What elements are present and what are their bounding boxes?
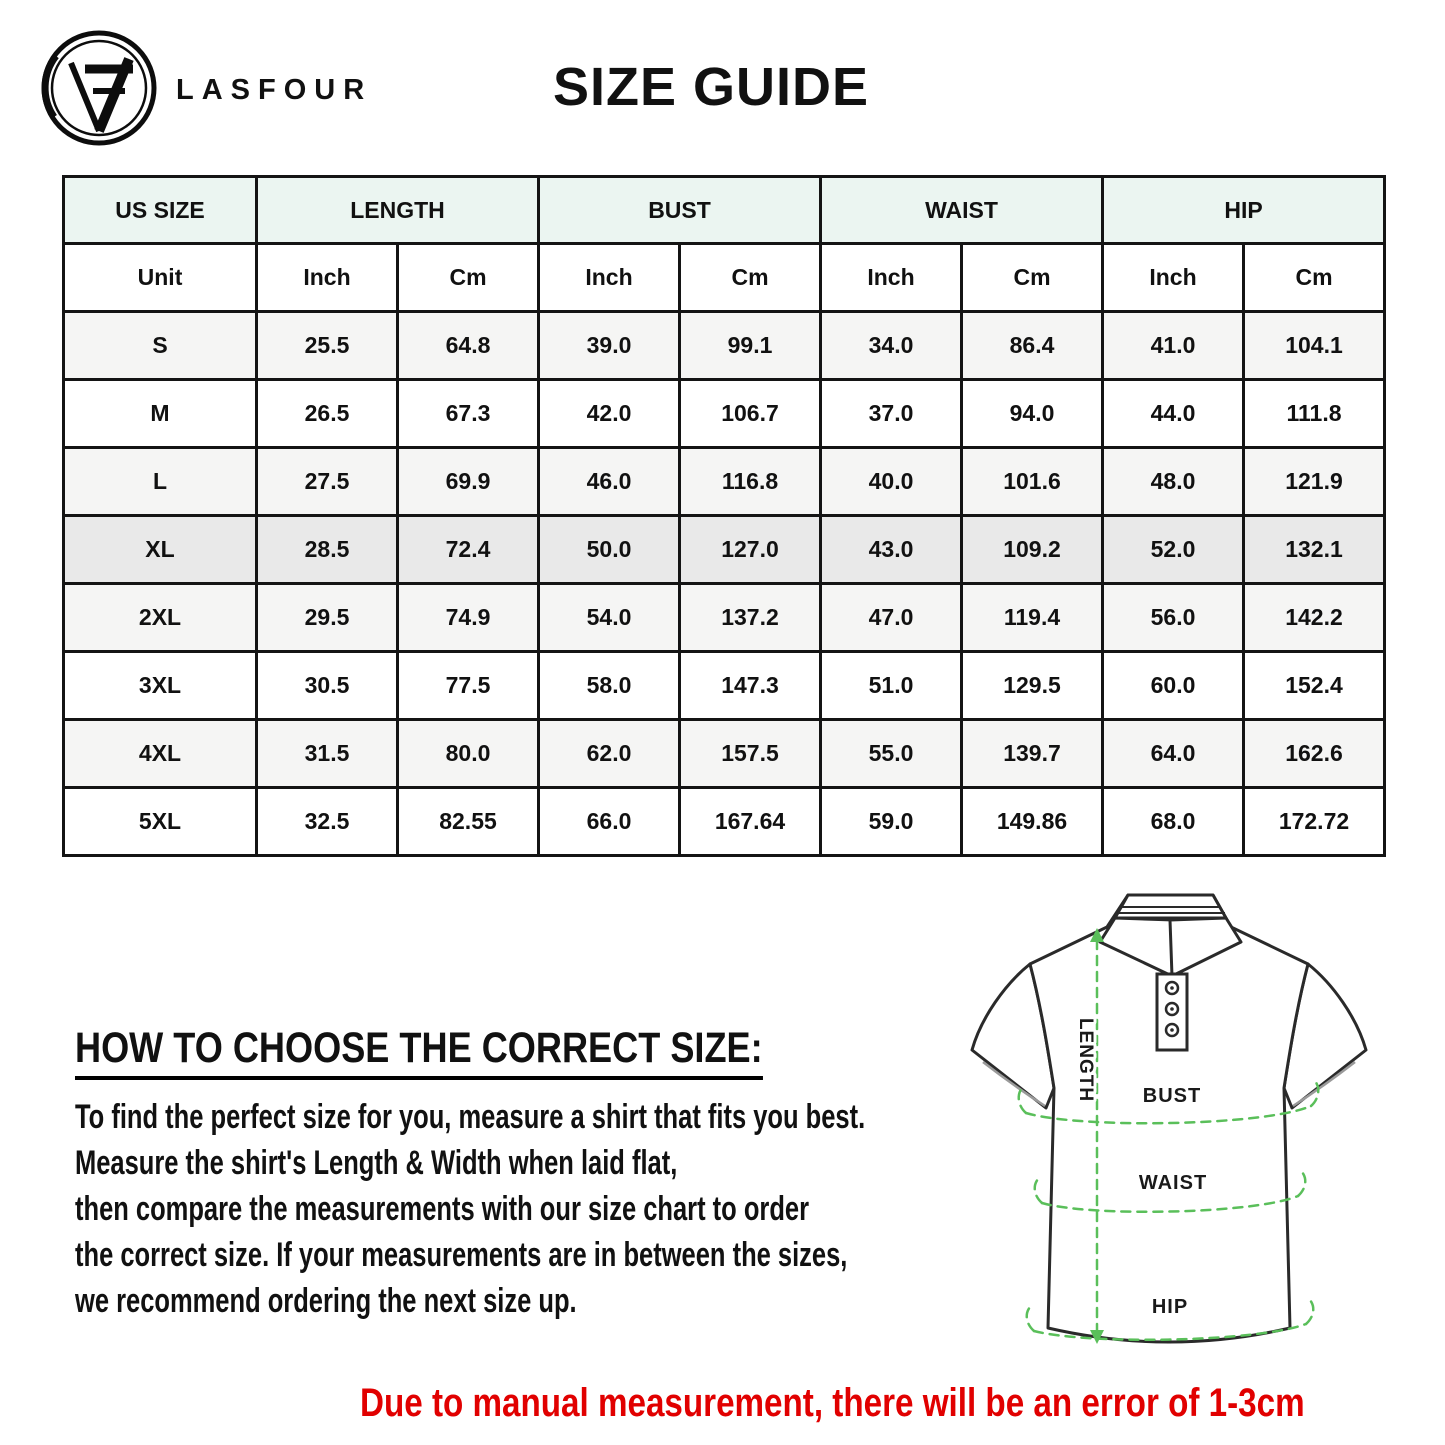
measurement-cell: 37.0 [821, 380, 962, 448]
measurement-cell: 55.0 [821, 720, 962, 788]
measurement-cell: 40.0 [821, 448, 962, 516]
measurement-cell: 34.0 [821, 312, 962, 380]
measurement-cell: 30.5 [257, 652, 398, 720]
measurement-cell: 41.0 [1103, 312, 1244, 380]
measurement-cell: 172.72 [1244, 788, 1385, 856]
measurement-cell: 147.3 [680, 652, 821, 720]
measurement-cell: 69.9 [398, 448, 539, 516]
measurement-cell: 72.4 [398, 516, 539, 584]
size-row [64, 720, 1385, 788]
how-to-line: To find the perfect size for you, measure a shirt that fits you best. [75, 1098, 866, 1136]
waist-label: WAIST [1138, 1172, 1208, 1194]
measurement-cell: 64.0 [1103, 720, 1244, 788]
measurement-cell: 47.0 [821, 584, 962, 652]
measurement-cell: 94.0 [962, 380, 1103, 448]
measurement-cell: 42.0 [539, 380, 680, 448]
unit-header-cell: Cm [962, 244, 1103, 312]
measurement-cell: 39.0 [539, 312, 680, 380]
size-label-cell: S [64, 312, 257, 380]
measurement-cell: 139.7 [962, 720, 1103, 788]
measurement-cell: 106.7 [680, 380, 821, 448]
unit-header-cell: Inch [821, 244, 962, 312]
measurement-cell: 137.2 [680, 584, 821, 652]
size-row [64, 652, 1385, 720]
measurement-cell: 44.0 [1103, 380, 1244, 448]
measurement-cell: 129.5 [962, 652, 1103, 720]
measurement-cell: 25.5 [257, 312, 398, 380]
measurement-cell: 62.0 [539, 720, 680, 788]
measurement-cell: 48.0 [1103, 448, 1244, 516]
shirt-measurement-diagram [950, 880, 1420, 1380]
measurement-cell: 66.0 [539, 788, 680, 856]
measurement-cell: 67.3 [398, 380, 539, 448]
length-label: LENGTH [1075, 1017, 1096, 1103]
unit-header-cell: Inch [257, 244, 398, 312]
measurement-error-footnote: Due to manual measurement, there will be an error of 1-3cm [360, 1381, 1305, 1425]
measurement-cell: 54.0 [539, 584, 680, 652]
measurement-cell: 80.0 [398, 720, 539, 788]
measurement-cell: 56.0 [1103, 584, 1244, 652]
size-label-cell: XL [64, 516, 257, 584]
measurement-cell: 86.4 [962, 312, 1103, 380]
measurement-cell: 121.9 [1244, 448, 1385, 516]
size-label-cell: L [64, 448, 257, 516]
how-to-line: the correct size. If your measurements are in between the sizes, [75, 1236, 848, 1274]
measurement-cell: 68.0 [1103, 788, 1244, 856]
column-group-header: US SIZE [64, 177, 257, 244]
measurement-cell: 101.6 [962, 448, 1103, 516]
measurement-cell: 109.2 [962, 516, 1103, 584]
measurement-cell: 82.55 [398, 788, 539, 856]
measurement-cell: 52.0 [1103, 516, 1244, 584]
column-group-header: LENGTH [257, 177, 539, 244]
measurement-cell: 149.86 [962, 788, 1103, 856]
unit-header-cell: Unit [64, 244, 257, 312]
measurement-cell: 74.9 [398, 584, 539, 652]
how-to-line: then compare the measurements with our size chart to order [75, 1190, 810, 1228]
how-to-line: we recommend ordering the next size up. [75, 1282, 577, 1320]
how-to-heading: HOW TO CHOOSE THE CORRECT SIZE: [75, 1024, 763, 1080]
size-label-cell: M [64, 380, 257, 448]
measurement-cell: 32.5 [257, 788, 398, 856]
measurement-cell: 50.0 [539, 516, 680, 584]
measurement-cell: 116.8 [680, 448, 821, 516]
measurement-cell: 28.5 [257, 516, 398, 584]
how-to-line: Measure the shirt's Length & Width when laid flat, [75, 1144, 678, 1182]
size-label-cell: 4XL [64, 720, 257, 788]
measurement-cell: 31.5 [257, 720, 398, 788]
measurement-cell: 167.64 [680, 788, 821, 856]
size-row [64, 312, 1385, 380]
measurement-cell: 142.2 [1244, 584, 1385, 652]
measurement-cell: 29.5 [257, 584, 398, 652]
column-group-header: WAIST [821, 177, 1103, 244]
measurement-cell: 51.0 [821, 652, 962, 720]
hip-label: HIP [1151, 1296, 1189, 1318]
measurement-cell: 119.4 [962, 584, 1103, 652]
bust-label: BUST [1142, 1085, 1202, 1107]
measurement-cell: 26.5 [257, 380, 398, 448]
measurement-cell: 132.1 [1244, 516, 1385, 584]
size-row [64, 584, 1385, 652]
measurement-cell: 58.0 [539, 652, 680, 720]
measurement-cell: 104.1 [1244, 312, 1385, 380]
size-row [64, 448, 1385, 516]
measurement-cell: 64.8 [398, 312, 539, 380]
unit-header-cell: Cm [1244, 244, 1385, 312]
measurement-cell: 111.8 [1244, 380, 1385, 448]
size-row [64, 516, 1385, 584]
measurement-cell: 43.0 [821, 516, 962, 584]
measurement-cell: 27.5 [257, 448, 398, 516]
measurement-cell: 59.0 [821, 788, 962, 856]
measurement-cell: 77.5 [398, 652, 539, 720]
measurement-cell: 152.4 [1244, 652, 1385, 720]
size-row [64, 788, 1385, 856]
size-table [62, 175, 1386, 857]
measurement-cell: 162.6 [1244, 720, 1385, 788]
size-label-cell: 5XL [64, 788, 257, 856]
unit-header-cell: Inch [539, 244, 680, 312]
column-group-header: BUST [539, 177, 821, 244]
size-label-cell: 3XL [64, 652, 257, 720]
measurement-cell: 127.0 [680, 516, 821, 584]
unit-header-cell: Cm [680, 244, 821, 312]
measurement-cell: 60.0 [1103, 652, 1244, 720]
measurement-cell: 46.0 [539, 448, 680, 516]
size-table-container [62, 175, 1383, 857]
size-row [64, 380, 1385, 448]
measurement-cell: 157.5 [680, 720, 821, 788]
column-group-header: HIP [1103, 177, 1385, 244]
brand-name: LASFOUR [176, 74, 373, 106]
unit-header-cell: Cm [398, 244, 539, 312]
measurement-cell: 99.1 [680, 312, 821, 380]
unit-header-cell: Inch [1103, 244, 1244, 312]
lasfour-logo-icon [33, 27, 168, 149]
page-title: SIZE GUIDE [553, 57, 870, 117]
size-label-cell: 2XL [64, 584, 257, 652]
